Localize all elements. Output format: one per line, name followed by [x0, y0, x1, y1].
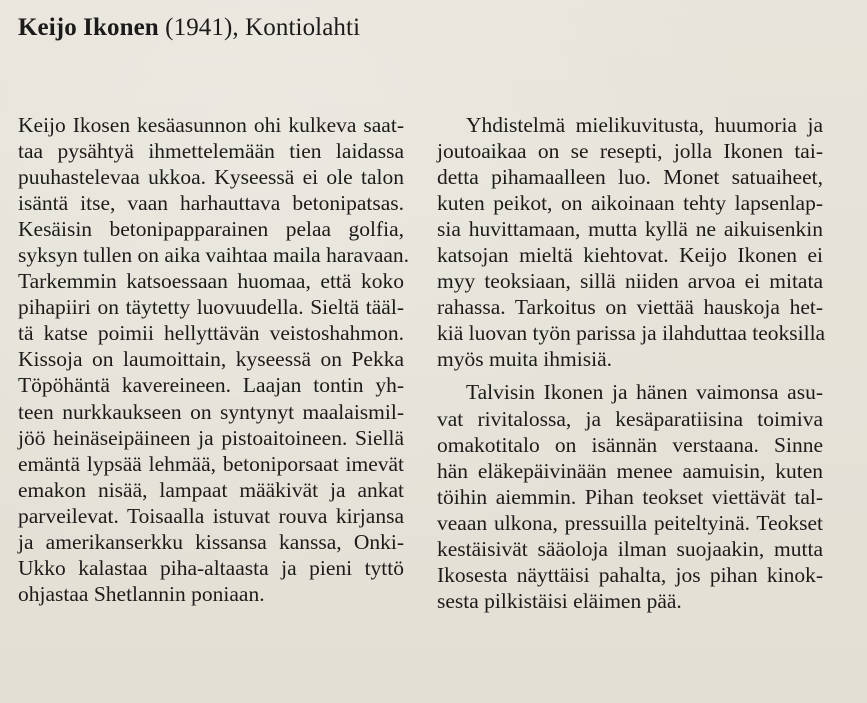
text-line: myös muita ihmisiä.	[437, 347, 612, 372]
left-paragraph	[18, 112, 410, 607]
text-line: omakotitalo on isännän verstaana. Sinne	[437, 432, 823, 457]
text-line: emäntä lypsää lehmää, betoniporsaat imevät	[18, 451, 404, 476]
location: Kontiolahti	[245, 14, 361, 41]
left-column	[18, 112, 410, 607]
text-line: Kissoja on laumoittain, kyseessä on Pekka	[18, 347, 404, 372]
text-line: Ikosesta näyttäisi pahalta, jos pihan kinok-	[437, 562, 823, 587]
text-line: jöö heinäseipäineen ja pistoaitoineen. Siellä	[18, 425, 404, 450]
text-line: joutoaikaa on se resepti, jolla Ikonen tai-	[437, 139, 823, 164]
text-line: syksyn tullen on aika vaihtaa maila haravaan.	[18, 243, 410, 268]
right-paragraph-1	[437, 112, 826, 372]
text-line: Talvisin Ikonen ja hänen vaimonsa asu-	[466, 380, 823, 405]
right-column	[437, 112, 826, 614]
text-line: pihapiiri on täytetty luovuudella. Sieltä tääl-	[18, 295, 404, 320]
text-line: detta pihamaalleen luo. Monet satuaiheet,	[437, 165, 823, 190]
text-line: kestäisivät sääoloja ilman suojaakin, mutta	[437, 536, 823, 561]
text-line: Töpöhäntä kavereineen. Laajan tontin yh-	[18, 373, 404, 398]
text-line: puuhastelevaa ukkoa. Kyseessä ei ole talon	[18, 165, 404, 190]
text-line: myy teoksiaan, sillä niiden arvoa ei mitata	[437, 269, 823, 294]
text-line: Tarkemmin katsoessaan huomaa, että koko	[18, 269, 404, 294]
right-paragraph-2	[437, 379, 823, 613]
artist-name: Keijo Ikonen	[18, 14, 159, 41]
text-line: sesta pilkistäisi eläimen pää.	[437, 588, 682, 613]
article-heading	[18, 14, 360, 42]
text-line: kuten peikot, on aikoinaan tehty lapsenlap-	[437, 191, 823, 216]
text-line: hän eläkepäivinään menee aamuisin, kuten	[437, 458, 823, 483]
text-line: taa pysähtyä ihmettelemään tien laidassa	[18, 139, 404, 164]
birth-year: (1941),	[165, 14, 239, 41]
text-line: isäntä itse, vaan harhauttava betonipatsas.	[18, 191, 404, 216]
text-line: emakon nisää, lampaat määkivät ja ankat	[18, 477, 404, 502]
text-line: kiä luovan työn parissa ja ilahduttaa teoksilla	[437, 321, 826, 346]
text-line: veaan ulkona, pressuilla peiteltyinä. Teokset	[437, 510, 823, 535]
text-line: töihin aiemmin. Pihan teokset viettävät tal-	[437, 484, 823, 509]
text-line: ohjastaa Shetlannin poniaan.	[18, 581, 265, 606]
text-line: katsojan mieltä kiehtovat. Keijo Ikonen ei	[437, 243, 823, 268]
text-line: sia huvittamaan, mutta kyllä ne aikuisenkin	[437, 217, 823, 242]
text-line: vat rivitalossa, ja kesäparatiisina toimiva	[437, 406, 823, 431]
text-line: Keijo Ikosen kesäasunnon ohi kulkeva saat-	[18, 113, 404, 137]
text-line: Ukko kalastaa piha-altaasta ja pieni tyttö	[18, 555, 404, 580]
text-line: parveilevat. Toisaalla istuvat rouva kirjansa	[18, 503, 404, 528]
text-line: ja amerikanserkku kissansa kanssa, Onki-	[18, 529, 404, 554]
text-line: Kesäisin betonipapparainen pelaa golfia,	[18, 217, 404, 242]
text-line: rahassa. Tarkoitus on viettää hauskoja het-	[437, 295, 823, 320]
text-line: teen nurkkaukseen on syntynyt maalaismil-	[18, 399, 404, 424]
text-line: tä katse poimii hellyttävän veistoshahmon.	[18, 321, 404, 346]
text-line: Yhdistelmä mielikuvitusta, huumoria ja	[466, 113, 823, 137]
